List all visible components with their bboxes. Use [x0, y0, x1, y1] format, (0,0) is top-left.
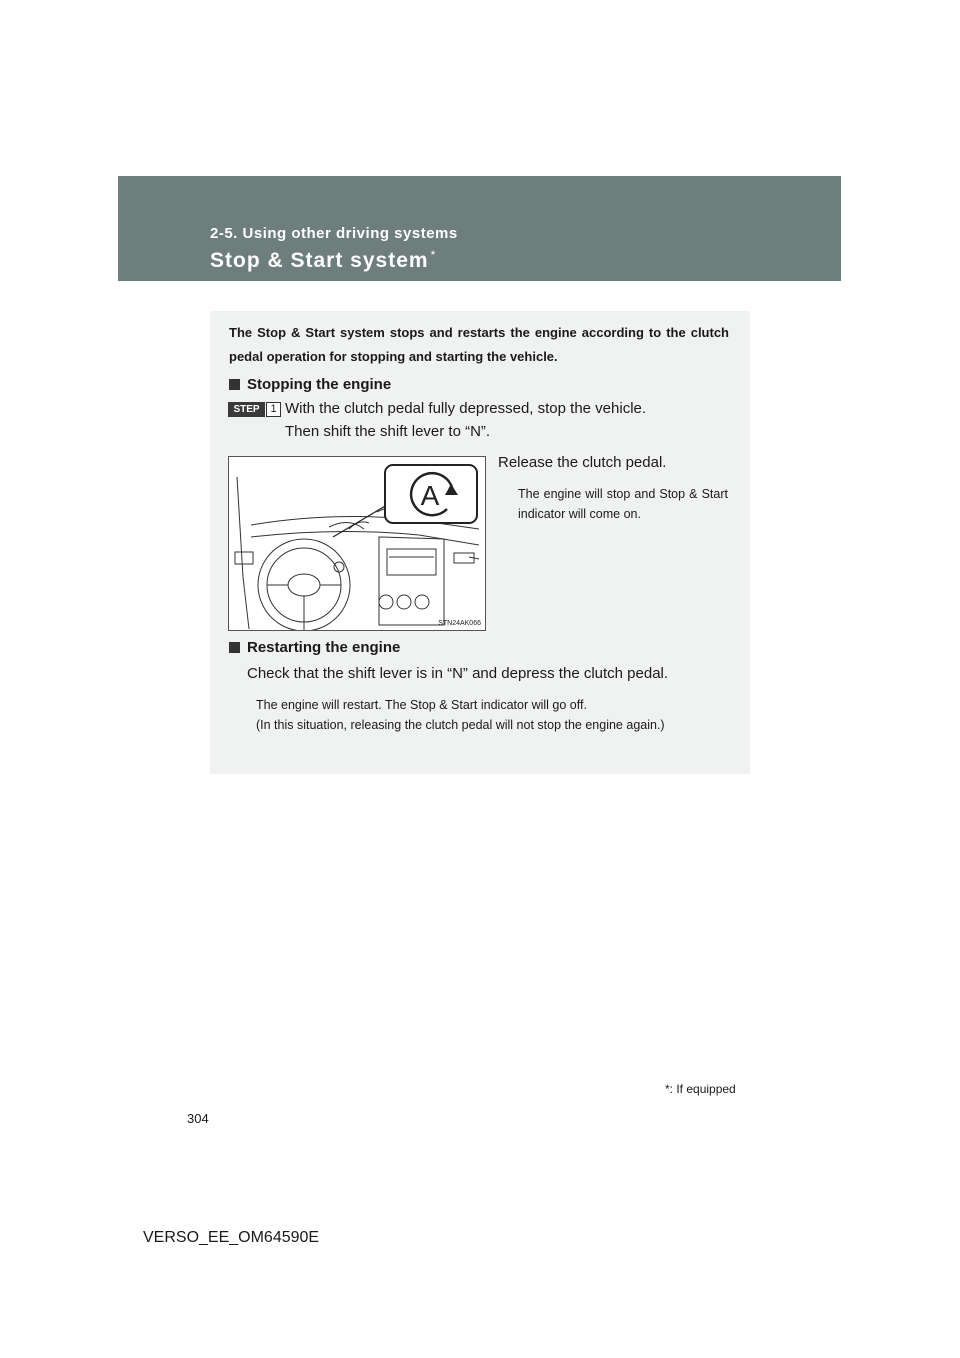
title-asterisk: *: [430, 248, 437, 262]
step1-line2: Then shift the shift lever to “N”.: [285, 423, 491, 440]
restarting-text: Check that the shift lever is in “N” and depress the clutch pedal.: [247, 665, 669, 682]
step1-badge: [228, 402, 280, 417]
footnote: [665, 1082, 736, 1096]
dashboard-illustration: [228, 456, 486, 631]
stopping-heading: [229, 376, 391, 393]
page-number: 304: [187, 1111, 209, 1126]
section-label: 2-5. Using other driving systems: [210, 225, 458, 242]
restarting-note-line2: (In this situation, releasing the clutch pedal will not stop the engine again.): [256, 718, 665, 732]
footnote-text: : If equipped: [669, 1082, 736, 1096]
intro-text: The Stop & Start system stops and restarts the engine according to the clutch pedal operation for stopping and starting the vehicle.: [229, 325, 729, 364]
step1-label: STEP: [228, 402, 265, 417]
step2-text: Release the clutch pedal.: [498, 454, 667, 471]
callout-letter: A: [420, 480, 440, 511]
page-title: [210, 248, 436, 273]
document-code: VERSO_EE_OM64590E: [143, 1229, 320, 1246]
page-title-text: Stop & Start system: [210, 249, 429, 272]
restarting-heading-text: Restarting the engine: [247, 639, 401, 656]
step1-line1: With the clutch pedal fully depressed, stop the vehicle.: [285, 400, 647, 417]
step1-text: [285, 397, 728, 443]
restarting-note-line1: The engine will restart. The Stop & Start indicator will go off.: [256, 698, 587, 712]
illustration-code: STN24AK066: [438, 620, 481, 627]
restarting-heading: [229, 639, 400, 656]
stopping-heading-text: Stopping the engine: [247, 376, 392, 393]
dashboard-drawing: [229, 457, 485, 630]
square-bullet-icon: [229, 642, 240, 653]
square-bullet-icon: [229, 379, 240, 390]
step2-note: The engine will stop and Stop & Start indicator will come on.: [518, 487, 728, 521]
restarting-note: [256, 695, 728, 735]
section-header: [118, 176, 841, 281]
footnote-asterisk: *: [665, 1082, 670, 1096]
step1-number: 1: [266, 402, 281, 417]
content-box: [210, 311, 750, 774]
